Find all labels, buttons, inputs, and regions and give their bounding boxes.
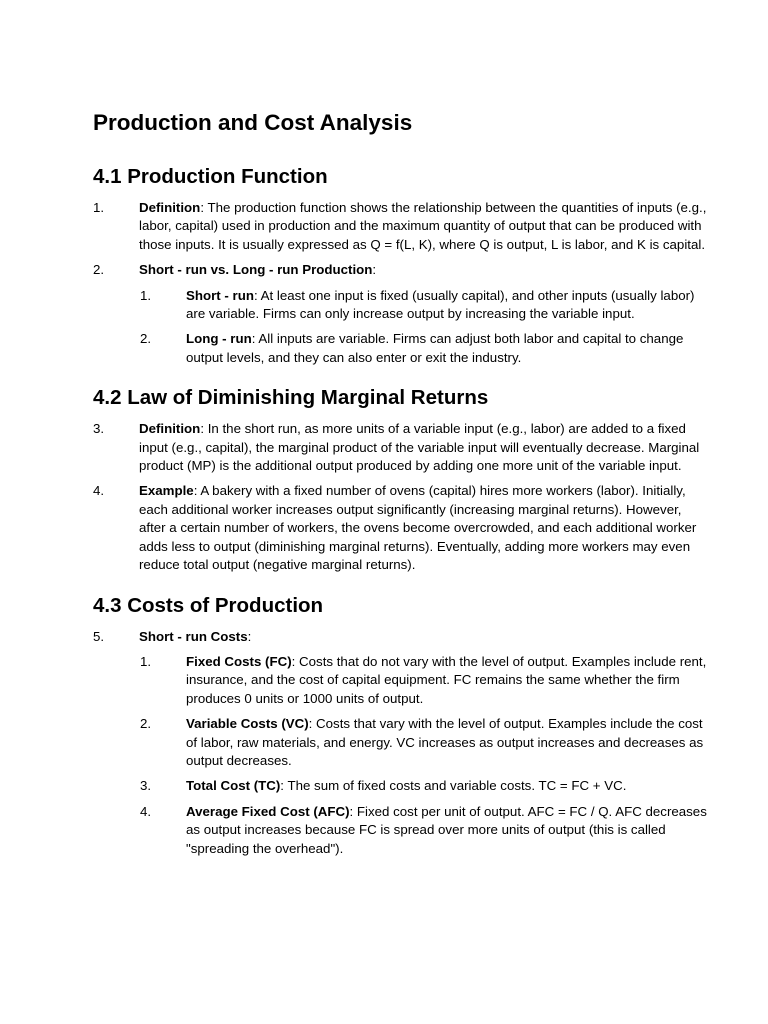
list-text	[186, 287, 708, 324]
list-number: 4.	[140, 803, 152, 819]
list-text	[186, 330, 708, 367]
term-description: : A bakery with a fixed number of ovens (capital) hires more workers (labor). Initially, each additional worker increases output significantly (increasing marginal returns). However, after a certain number of workers, the ovens become overcrowded, and each additional worker adds less to output (diminishing marginal returns). Eventually, adding more workers may even reduce total output (negative marginal returns).	[139, 483, 697, 573]
list-number: 1.	[140, 653, 152, 669]
list-number: 1.	[93, 200, 105, 215]
term-label: Short - run vs. Long - run Production	[139, 262, 373, 278]
list-number: 2.	[140, 331, 152, 347]
sub-list-item	[140, 653, 708, 708]
term-description: : Costs that do not vary with the level of output. Examples include rent, insurance, and the cost of capital equipment. FC remains the same whether the firm produces 0 units or 1000 units of output.	[186, 653, 707, 706]
term-label: Fixed Costs (FC)	[186, 653, 292, 669]
term-description: :	[247, 628, 252, 644]
term-label: Average Fixed Cost (AFC)	[186, 803, 350, 819]
sub-list-item	[140, 330, 708, 367]
list-text	[139, 420, 708, 475]
sub-list-item	[140, 803, 708, 858]
term-description: : At least one input is fixed (usually capital), and other inputs (usually labor) are variable. Firms can only increase output by increasing the variable input.	[186, 287, 695, 322]
term-label: Long - run	[186, 331, 252, 347]
section-diminishing-returns	[93, 383, 708, 574]
list-number: 2.	[140, 716, 152, 732]
sub-list-item	[140, 777, 708, 795]
list-number: 1.	[140, 287, 152, 303]
list-item	[93, 420, 708, 475]
list-text	[139, 482, 708, 574]
term-label: Example	[139, 483, 194, 499]
list-text	[186, 715, 708, 770]
list-text	[139, 261, 708, 279]
list-number: 5.	[93, 628, 105, 644]
term-label: Variable Costs (VC)	[186, 716, 309, 732]
term-label: Short - run Costs	[139, 628, 248, 644]
term-label: Short - run	[186, 287, 254, 303]
list-text	[139, 628, 708, 646]
term-description: : The production function shows the relationship between the quantities of inputs (e.g., labor, capital) used in production and the maximum quantity of output that can be produced with those inputs. It is usually expressed as Q = f(L, K), where Q is output, L is labor, and K is capital.	[139, 200, 707, 252]
section-heading: 4.1 Production Function	[93, 165, 328, 188]
term-description: : Costs that vary with the level of output. Examples include the cost of labor, raw materials, and energy. VC increases as output increases and decreases as output decreases.	[186, 716, 704, 768]
sub-list-item	[140, 715, 708, 770]
list-text	[139, 199, 708, 254]
list-item	[93, 261, 708, 279]
list-text	[186, 653, 708, 708]
list-number: 3.	[93, 421, 105, 437]
section-heading: 4.2 Law of Diminishing Marginal Returns	[93, 386, 489, 410]
term-label: Definition	[139, 421, 201, 437]
term-description: : The sum of fixed costs and variable costs. TC = FC + VC.	[280, 778, 627, 794]
list-number: 2.	[93, 262, 105, 278]
list-text	[186, 803, 708, 858]
section-heading: 4.3 Costs of Production	[93, 593, 324, 617]
sub-list-item	[140, 287, 708, 324]
term-description: :	[372, 262, 377, 278]
term-description: : In the short run, as more units of a variable input (e.g., labor) are added to a fixed input (e.g., capital), the marginal product of the variable input will eventually decrease. Marginal product (MP) is the additional output produced by adding one more unit of the variable input.	[139, 421, 700, 474]
document-title: Production and Cost Analysis	[93, 110, 413, 135]
list-text	[186, 777, 708, 795]
term-description: : Fixed cost per unit of output. AFC = FC / Q. AFC decreases as output increases because FC is spread over more units of output (this is called "spreading the overhead").	[186, 803, 707, 856]
list-item	[93, 628, 708, 646]
list-number: 4.	[93, 483, 105, 499]
term-description: : All inputs are variable. Firms can adjust both labor and capital to change output levels, and they can also enter or exit the industry.	[186, 331, 684, 365]
section-costs-of-production	[93, 591, 708, 858]
term-label: Definition	[139, 200, 201, 215]
list-number: 3.	[140, 778, 152, 794]
term-label: Total Cost (TC)	[186, 778, 281, 794]
list-item	[93, 199, 708, 254]
list-item	[93, 482, 708, 574]
section-production-function	[93, 162, 708, 367]
